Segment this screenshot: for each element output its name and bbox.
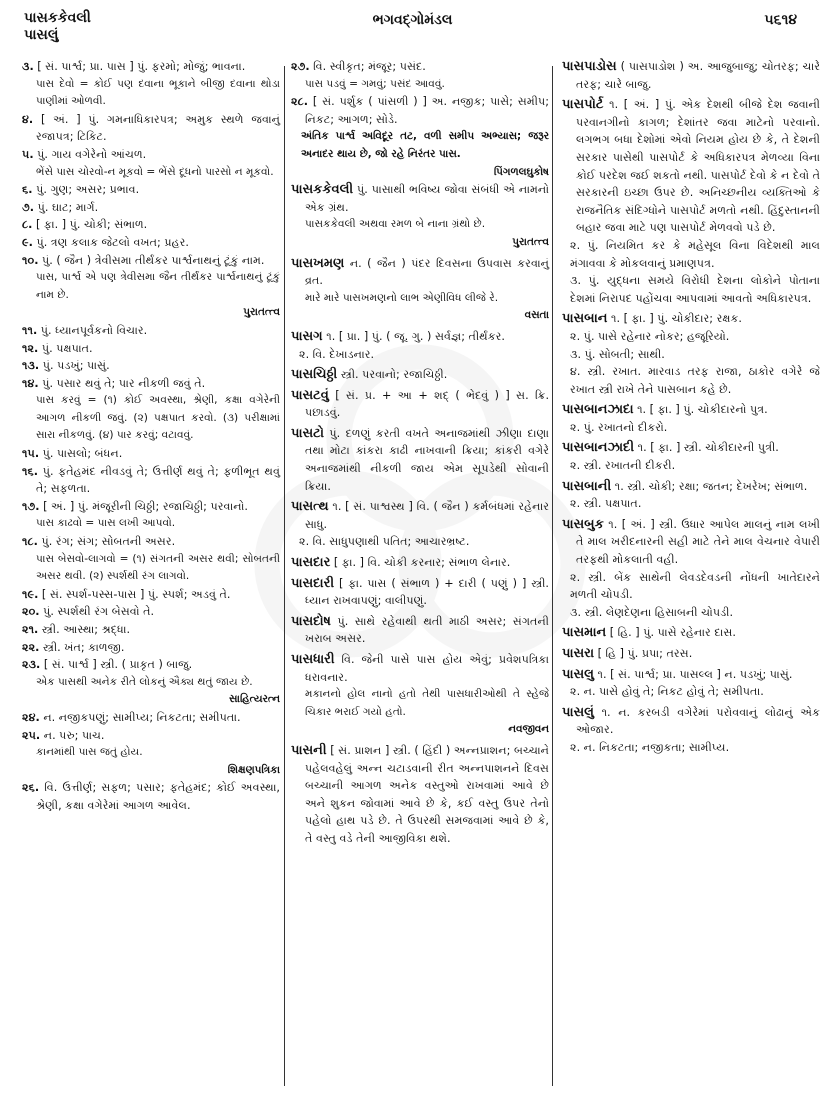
sense-8: ૮. [ ફા. ] પું. ચોકી; સંભાળ. bbox=[22, 218, 148, 232]
example: મકાનનો હોલ નાનો હતો તેથી પાસધારીઓથી તે સ્હેજે ચિકાર ભરાઈ ગયો હતો. bbox=[305, 688, 549, 718]
entry-passport: પાસપોર્ટ ૧. [ અં. ] પું. એક દેશથી બીજે દેશ જવાની પરવાનગીનો કાગળ; દેશાંતર જવા માટેનો પરવાનો. લગભગ બધા દેશોમાં એવો નિયમ હોય છે કે, તે દેશની સરકાર પાસેથી પાસપોર્ટ કે અધિકારપત્ર મેળવ્યા વિના કોઈ પરદેશ જઈ શકતો નથી. પાસપોર્ટ દેવો કે ન દેવો તે સરકારની ઇચ્છા ઉપર છે. અનિચ્છનીય વ્યક્તિઓ કે રાજનૈતિક સંદિગ્ધોને પાસપોર્ટ મળતો નથી. હિંદુસ્તાનની બહાર જવા માટે પણ પાસપોર્ટ મેળવવો પડે છે. ૨. પું. નિયમિત કર કે મહેસૂલ વિના વિદેશથી માલ મંગાવવા કે મોકલવાનું પ્રમાણપત્ર. ૩. પું. યુદ્ધના સમયે વિરોધી દેશના લોકોને પોતાના દેશમાં નિરાપદ પહોંચવા આપવામાં આવતો અધિકારપત્ર. bbox=[562, 97, 820, 305]
entry-pasalu: પાસલુ ૧. [ સં. પાર્શ્વ; પ્રા. પાસલ્લ ] ન. પડખું; પાસું. ૨. ન. પાસે હોવું તે; નિકટ હોવું તે; સમીપતા. bbox=[562, 666, 793, 699]
entry-pasakkevali: પાસકકેવલી પું. પાસાથી ભવિષ્ય જોવા સંબંધી એ નામનો એક ગ્રંથ. પાસકકેવલી અથવા રમળ બે નાના ગ્રંથો છે. પુરાતત્ત્વ bbox=[291, 181, 549, 251]
headword: પાસબાનઝાદા bbox=[562, 402, 634, 418]
entry-pasbani: પાસબાની ૧. સ્ત્રી. ચોકી; રક્ષા; જતન; દેખરેખ; સંભાળ. ૨. સ્ત્રી. પક્ષપાત. bbox=[562, 478, 808, 511]
sense-18: ૧૮. પું. રંગ; સંગ; સોબતની અસર. bbox=[22, 535, 176, 549]
headword: પાસખમણ bbox=[291, 255, 345, 271]
citation: પુરાતત્ત્વ bbox=[243, 306, 280, 319]
last-headword: પાસલું bbox=[24, 27, 59, 43]
entry-pasbook: પાસબુક ૧. [ અં. ] સ્ત્રી. ઉધાર આપેલ માલનું નામ લખી તે માલ ખરીદનારની સહી માટે તેને માલ વેચનાર વેપારી તરફથી મોકલાતી વહી. ૨. સ્ત્રી. બેંક સાથેની લેવડદેવડની નોંધની ખાતેદારને મળતી ચોપડી. ૩. સ્ત્રી. લેણદેણના હિસાબની ચોપડી. bbox=[562, 516, 821, 619]
citation: શિક્ષણપત્રિકા bbox=[227, 763, 280, 776]
example: પાસકકેવલી અથવા રમળ બે નાના ગ્રંથો છે. bbox=[305, 218, 486, 231]
headword: પાસદાર bbox=[291, 555, 331, 571]
example: પાસ પડવું = ગમવું; પસંદ આવવું. bbox=[305, 77, 445, 90]
headword: પાસટો bbox=[291, 425, 324, 441]
entry-paspados: પાસપાડોસ ( પાસપાડોશ ) અ. આજુબાજુ; ચોતરફ; ચારે તરફ; ચારે બાજુ. bbox=[562, 59, 820, 91]
column-left bbox=[22, 58, 280, 1091]
headword: પાસગ bbox=[291, 328, 323, 344]
headword: પાસની bbox=[291, 742, 327, 758]
entry-pasadari: પાસદારી [ ફા. પાસ ( સંભાળ ) + દારી ( પણું ) ] સ્ત્રી. ધ્યાન રાખવાપણું; વાલીપણું. bbox=[291, 575, 549, 608]
headword: પાસબુક bbox=[562, 516, 604, 532]
citation: પિંગળલઘુકોષ bbox=[493, 165, 549, 178]
sense-22: ૨૨. સ્ત્રી. ખંત; કાળજી. bbox=[22, 640, 125, 654]
citation: નવજીવન bbox=[508, 723, 549, 736]
headword: પાસમાન bbox=[562, 625, 607, 641]
citation: વસતા bbox=[524, 309, 549, 322]
column-middle bbox=[291, 58, 549, 1091]
example: ભેંસે પાસ ચોરવો-ન મૂકવો = ભેંસે દૂધનો પારસો ન મૂકવો. bbox=[36, 165, 274, 178]
citation: પુરાતત્ત્વ bbox=[512, 235, 549, 248]
example: કાનમાંથી પાસ જતું હોય. bbox=[36, 746, 143, 759]
headword: પાસલું bbox=[562, 704, 594, 720]
example: પાસ કાઢવો = પાસ લખી આપવો. bbox=[36, 517, 176, 530]
headword: પાસલુ bbox=[562, 666, 594, 682]
headword: પાસધારી bbox=[291, 652, 335, 667]
example: પાસ દેવો = કોઈ પણ દવાના ભૂકાને બીજી દવાના થોડા પાણીમાં ઓળવી. bbox=[36, 77, 280, 108]
entry-pasalun: પાસલું ૧. ન. કરબડી વગેરેમાં પરોવવાનું લોઢાનું એક ઓજાર. ૨. ન. નિકટતા; નજીકતા; સામીપ્ય. bbox=[562, 704, 820, 754]
entry-pasato: પાસટો પું. દળણું કરતી વખતે અનાજમાંથી ઝીણા દાણા તથા મોટા કાંકરા કાઢી નાખવાની ક્રિયા; કાંકરી વગેરે અનાજમાંથી નીકળી જાય એમ સૂપડેથી સોવાની ક્રિયા. bbox=[291, 425, 550, 493]
citation: સાહિત્યરત્ન bbox=[228, 693, 280, 706]
entry-pasatvu: પાસટવું [ સં. પ્ર. + આ + શદ્ ( ભેદવું ) ] સ. ક્રિ. પછાડવું. bbox=[291, 387, 549, 420]
sense-12: ૧૨. પું. પક્ષપાત. bbox=[22, 341, 93, 355]
entry-pasman: પાસમાન [ હિ. ] પું. પાસે રહેનાર દાસ. bbox=[562, 625, 736, 641]
sense-6: ૬. પું. ગુણ; અસર; પ્રભાવ. bbox=[22, 183, 140, 197]
sense-16: ૧૬. પું. ફતેહમંદ નીવડવું તે; ઉત્તીર્ણ થવું તે; ફળીભૂત થવું તે; સફળતા. bbox=[22, 464, 280, 496]
headword: પાસચિઠ્ઠી bbox=[291, 367, 338, 383]
sense-20: ૨૦. પું. સ્પર્શથી રંગ બેસવો તે. bbox=[22, 605, 155, 619]
example: પાસ, પાર્શ્વ એ પણ ત્રેવીસમા જૈન તીર્થંકર પાર્શ્વનાથનું ટૂંકું નામ છે. bbox=[36, 271, 280, 301]
entry-pasadar: પાસદાર [ ફા. ] વિ. ચોકી કરનાર; સંભાળ લેનાર. bbox=[291, 555, 511, 571]
sense-3: ૩. [ સં. પાર્શ્વ; પ્રા. પાસ ] પું. ફરમો; મોજું; ભાવના. bbox=[22, 60, 246, 73]
entry-pasadhari: પાસધારી વિ. જેની પાસે પાસ હોય એવું; પ્રવેશપત્રિકા ધરાવનાર. મકાનનો હોલ નાનો હતો તેથી પાસધારીઓથી તે સ્હેજે ચિકાર ભરાઈ ગયો હતો. નવજીવન bbox=[291, 651, 549, 739]
column-divider bbox=[284, 66, 285, 1086]
headword: પાસપાડોસ bbox=[562, 59, 617, 74]
sense-11: ૧૧. પું. ધ્યાનપૂર્વકનો વિચાર. bbox=[22, 323, 148, 337]
sense-26: ૨૬. વિ. ઉત્તીર્ણ; સફળ; પસાર; ફતેહમંદ; કોઈ અવસ્થા, શ્રેણી, કક્ષા વગેરેમાં આગળ આવેલ. bbox=[22, 781, 280, 812]
headword: પાસબાનઝાદી bbox=[562, 440, 635, 456]
column-divider bbox=[552, 66, 553, 1086]
sense-28: ૨૮. [ સં. પર્શુક ( પાંસળી ) ] અ. નજીક; પાસે; સમીપ; નિકટ; આગળ; સોડે. bbox=[291, 95, 549, 126]
example: એક પાસથી અનેક રીતે લોકનું ઐક્ય થતું જાય છે. bbox=[36, 675, 253, 688]
headword: પાસપોર્ટ bbox=[562, 97, 604, 113]
entry-pasbanzado: પાસબાનઝાદા ૧. [ ફા. ] પું. ચોકીદારનો પુત્ર. ૨. પું. રખાતનો દીકરો. bbox=[562, 402, 768, 434]
headword: પાસદારી bbox=[291, 575, 335, 591]
entry-pasadosh: પાસદોષ પું. સાથે રહેવાથી થતી માઠી અસર; સંગતની ખરાબ અસર. bbox=[291, 613, 549, 646]
entry-pasban: પાસબાન ૧. [ ફા. ] પું. ચોકીદાર; રક્ષક. ૨. પું. પાસે રહેનાર નોકર; હજૂરિયો. ૩. પું. સોબતી; સાથી. ૪. સ્ત્રી. રખાત. મારવાડ તરફ રાજા, ઠાકોર વગેરે જે રખાત સ્ત્રી રાખે તેને પાસબાન કહે છે. bbox=[562, 311, 820, 396]
sense-9: ૯. પું. ત્રણ કલાક જેટલો વખત; પ્રહર. bbox=[22, 235, 189, 249]
sense-27: ૨૭. વિ. સ્વીકૃત; મંજૂર; પસંદ. bbox=[291, 60, 426, 73]
entry-pasbanzadi: પાસબાનઝાદી ૧. [ ફા. ] સ્ત્રી. ચોકીદારની પુત્રી. ૨. સ્ત્રી. રખાતની દીકરી. bbox=[562, 440, 779, 473]
column-right bbox=[562, 58, 820, 1091]
headword: પાસરા bbox=[562, 646, 595, 661]
headword: પાસબાન bbox=[562, 311, 608, 327]
headword: પાસકકેવલી bbox=[291, 182, 354, 198]
entry-pasath: પાસત્થ ૧. [ સં. પાશ્વસ્થ ] વિ. ( જૈન ) કર્મબંધમાં રહેનાર સાધુ. ૨. વિ. સાધુપણાથી પતિત; આચારભ્રષ્ટ. bbox=[291, 499, 549, 549]
sense-14: ૧૪. પું. પસાર થવું તે; પાર નીકળી જવું તે. bbox=[22, 376, 206, 390]
entry-pasani: પાસની [ સં. પ્રાશન ] સ્ત્રી. ( હિંદી ) અન્નપ્રાશન; બચ્ચાને પહેલવહેલું અન્ન ચટાડવાની રીત અન્નપાશનને દિવસ બચ્ચાની આગળ અનેક વસ્તુઓ રાખવામાં આવે છે અને શુકન જોવામાં આવે છે કે, કઈ વસ્તુ ઉપર તેનો પહેલો હાથ પડે છે. તે ઉપરથી સમજવામાં આવે છે કે, તે વસ્તુ વડે તેની આજીવિકા થશે. bbox=[291, 742, 549, 845]
entry-pasra: પાસરા [ હિ ] પું. પ્રપા; તરસ. bbox=[562, 646, 693, 661]
page-number: ૫૬૧૪ bbox=[764, 12, 797, 28]
dictionary-title: ભગવદ્ગોમંડલ bbox=[372, 12, 453, 28]
sense-19: ૧૯. [ સં. સ્પર્શ-પસ્સ-પાસ ] પું. સ્પર્શ; અડવું તે. bbox=[22, 587, 231, 601]
sense-13: ૧૩. પું. પડખું; પાસું. bbox=[22, 359, 110, 373]
sense-17: ૧૭. [ અં. ] પું. મંજૂરીની ચિઠ્ઠી; રજાચિઠ્ઠી; પરવાનો. bbox=[22, 499, 248, 513]
sense-4: ૪. [ અં. ] પું. ગમનાધિકારપત્ર; અમુક સ્થળે જવાનું રજાપત્ર; ટિકિટ. bbox=[22, 112, 280, 144]
sense-21: ૨૧. સ્ત્રી. આસ્થા; શ્રદ્ધા. bbox=[22, 623, 131, 636]
sense-24: ૨૪. ન. નજીકપણું; સામીપ્ય; નિકટતા; સમીપતા. bbox=[22, 710, 241, 724]
headword: પાસદોષ bbox=[291, 613, 331, 629]
example: પાસ બેસવો-લાગવો = (૧) સંગતની અસર થવી; સોબતની અસર થવી. (૨) સ્પર્શથી રંગ લાગવો. bbox=[36, 552, 280, 583]
headword: પાસત્થ bbox=[291, 499, 329, 515]
headword: પાસટવું bbox=[291, 387, 329, 403]
sense-7: ૭. પું. ઘાટ; માર્ગ. bbox=[22, 200, 99, 214]
entry-paschitthi: પાસચિઠ્ઠી સ્ત્રી. પરવાનો; રજાચિઠ્ઠી. bbox=[291, 367, 448, 383]
verse-quote: અંતિક પાર્શ્વ અવિદૂર તટ, વળી સમીપ અભ્યાસ; જરૂર અનાદર થાય છે, જો રહે નિરંતર પાસ. bbox=[301, 130, 549, 160]
sense-5: ૫. પું. ગાય વગેરેનો આંચળ. bbox=[22, 147, 147, 161]
first-headword: પાસકકેવલી bbox=[24, 10, 91, 26]
sense-10: ૧૦. પું. ( જૈન ) ત્રેવીસમા તીર્થંકર પાર્શ્વનાથનું ટૂંકું નામ. bbox=[22, 253, 265, 267]
sense-15: ૧૫. પું. પાસલો; બંધન. bbox=[22, 447, 123, 461]
page-header bbox=[0, 0, 825, 56]
headword: પાસબાની bbox=[562, 478, 612, 494]
example: મારે મારે પાસખમણનો લાભ એણીવિધ લીજે રે. bbox=[305, 291, 499, 304]
entry-pasag: પાસગ ૧. [ પ્રા. ] પું. ( જૂ. ગુ. ) સર્વજ્ઞ; તીર્થંકર. ૨. વિ. દેખાડનાર. bbox=[291, 328, 505, 361]
example: પાસ કરવું = (૧) કોઈ અવસ્થા, શ્રેણી, કક્ષા વગેરેની આગળ નીકળી જવું. (૨) પક્ષપાત કરવો. (૩) પરીક્ષામાં સારા નીકળવું. (૪) પાર કરવું; વટાવવું. bbox=[36, 394, 280, 442]
sense-25: ૨૫. ન. પરુ; પાચ. bbox=[22, 728, 105, 742]
entry-pasakhaman: પાસખમણ ન. ( જૈન ) પંદર દિવસના ઉપવાસ કરવાનું વ્રત. મારે મારે પાસખમણનો લાભ એણીવિધ લીજે રે. વસતા bbox=[291, 255, 549, 325]
sense-23: ૨૩. [ સં. પાર્શ્વ ] સ્ત્રી. ( પ્રાકૃત ) બાજુ. bbox=[22, 658, 193, 672]
